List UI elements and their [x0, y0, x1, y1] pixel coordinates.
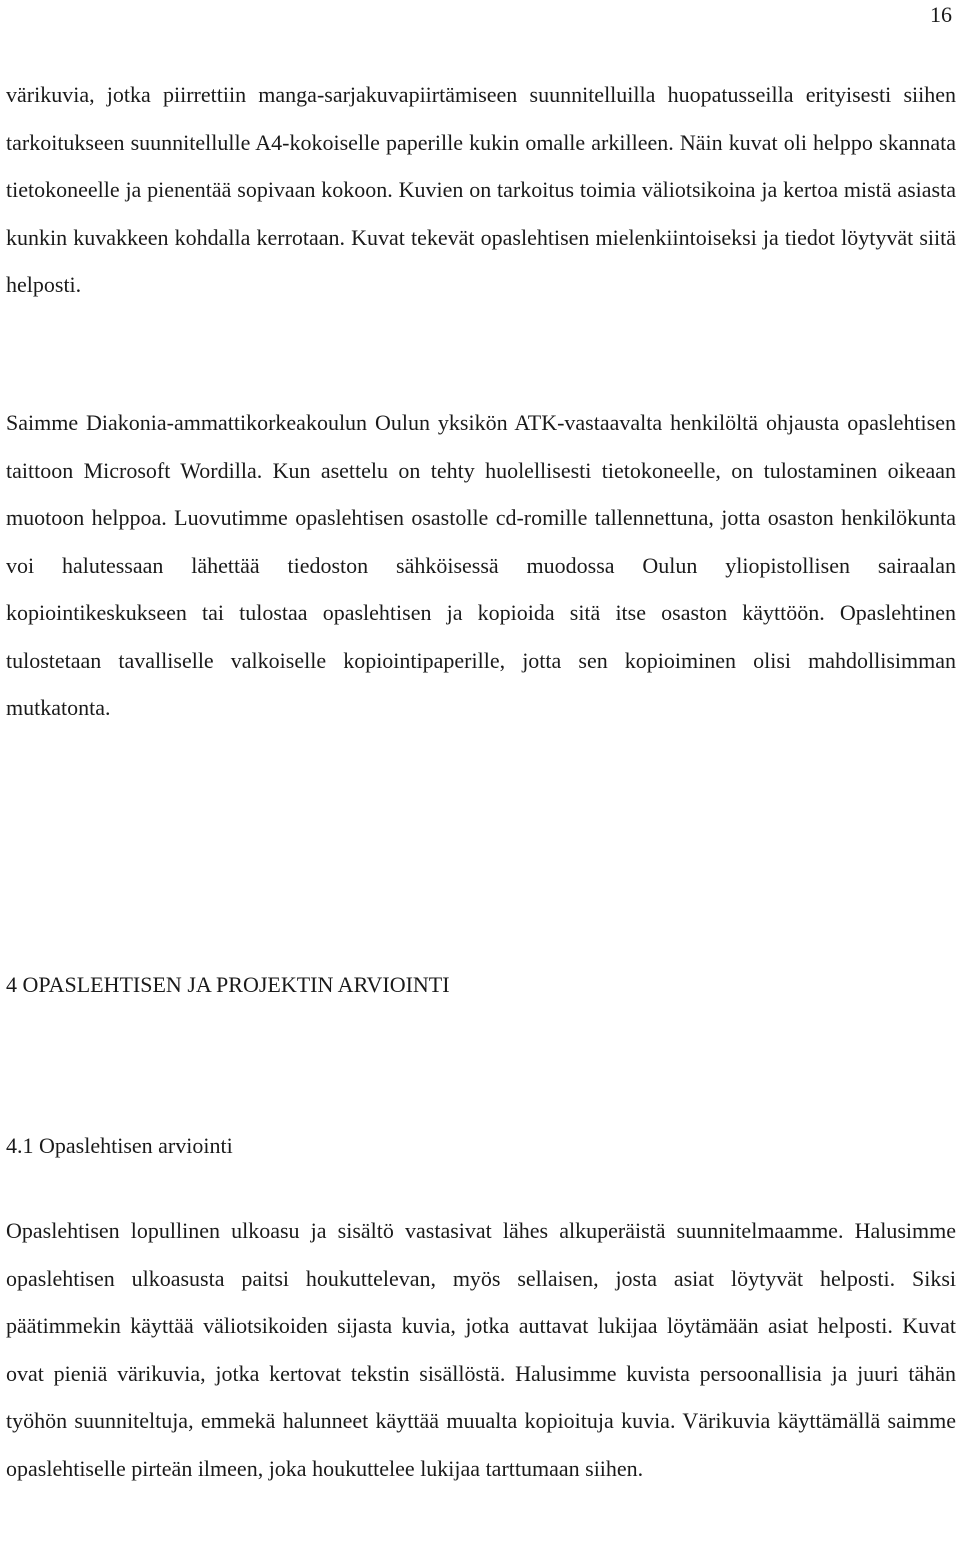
body-paragraph-2: Saimme Diakonia-ammattikorkeakoulun Oulun yksikön ATK-vastaavalta henkilöltä ohjausta opaslehtisen taittoon Microsoft Wordilla. Kun asettelu on tehty huolellisesti tietokoneelle, on tulostaminen oikeaan muotoon helppoa. Luovutimme opaslehtisen osastolle cd-romille tallennettuna, jotta osaston henkilökunta voi halutessaan lähettää tiedoston sähköisessä muodossa Oulun yliopistollisen sairaalan kopiointikeskukseen tai tulostaa opaslehtisen ja kopioida sitä itse osaston käyttöön. Opaslehtinen tulostetaan tavalliselle valkoiselle kopiointipaperille, jotta sen kopioiminen olisi mahdollisimman mutkatonta.: [6, 410, 956, 720]
page-number: 16: [930, 2, 952, 27]
subsection-heading: 4.1 Opaslehtisen arviointi: [6, 1133, 233, 1158]
section-heading: 4 OPASLEHTISEN JA PROJEKTIN ARVIOINTI: [6, 972, 450, 997]
body-paragraph-3: Opaslehtisen lopullinen ulkoasu ja sisältö vastasivat lähes alkuperäistä suunnitelmaamme. Halusimme opaslehtisen ulkoasusta paitsi houkuttelevan, myös sellaisen, josta asiat löytyvät helposti. Siksi päätimmekin käyttää väliotsikoiden sijasta kuvia, jotka auttavat lukijaa löytämään asiat helposti. Kuvat ovat pieniä värikuvia, jotka kertovat tekstin sisällöstä. Halusimme kuvista persoonallisia ja juuri tähän työhön suunniteltuja, emmekä halunneet käyttää muualta kopioituja kuvia. Värikuvia käyttämällä saimme opaslehtiselle pirteän ilmeen, joka houkuttelee lukijaa tarttumaan siihen.: [6, 1218, 956, 1481]
body-paragraph-1: värikuvia, jotka piirrettiin manga-sarjakuvapiirtämiseen suunnitelluilla huopatusseilla erityisesti siihen tarkoitukseen suunnitellulle A4-kokoiselle paperille kukin omalle arkilleen. Näin kuvat oli helppo skannata tietokoneelle ja pienentää sopivaan kokoon. Kuvien on tarkoitus toimia väliotsikoina ja kertoa mistä asiasta kunkin kuvakkeen kohdalla kerrotaan. Kuvat tekevät opaslehtisen mielenkiintoiseksi ja tiedot löytyvät siitä helposti.: [6, 82, 956, 297]
